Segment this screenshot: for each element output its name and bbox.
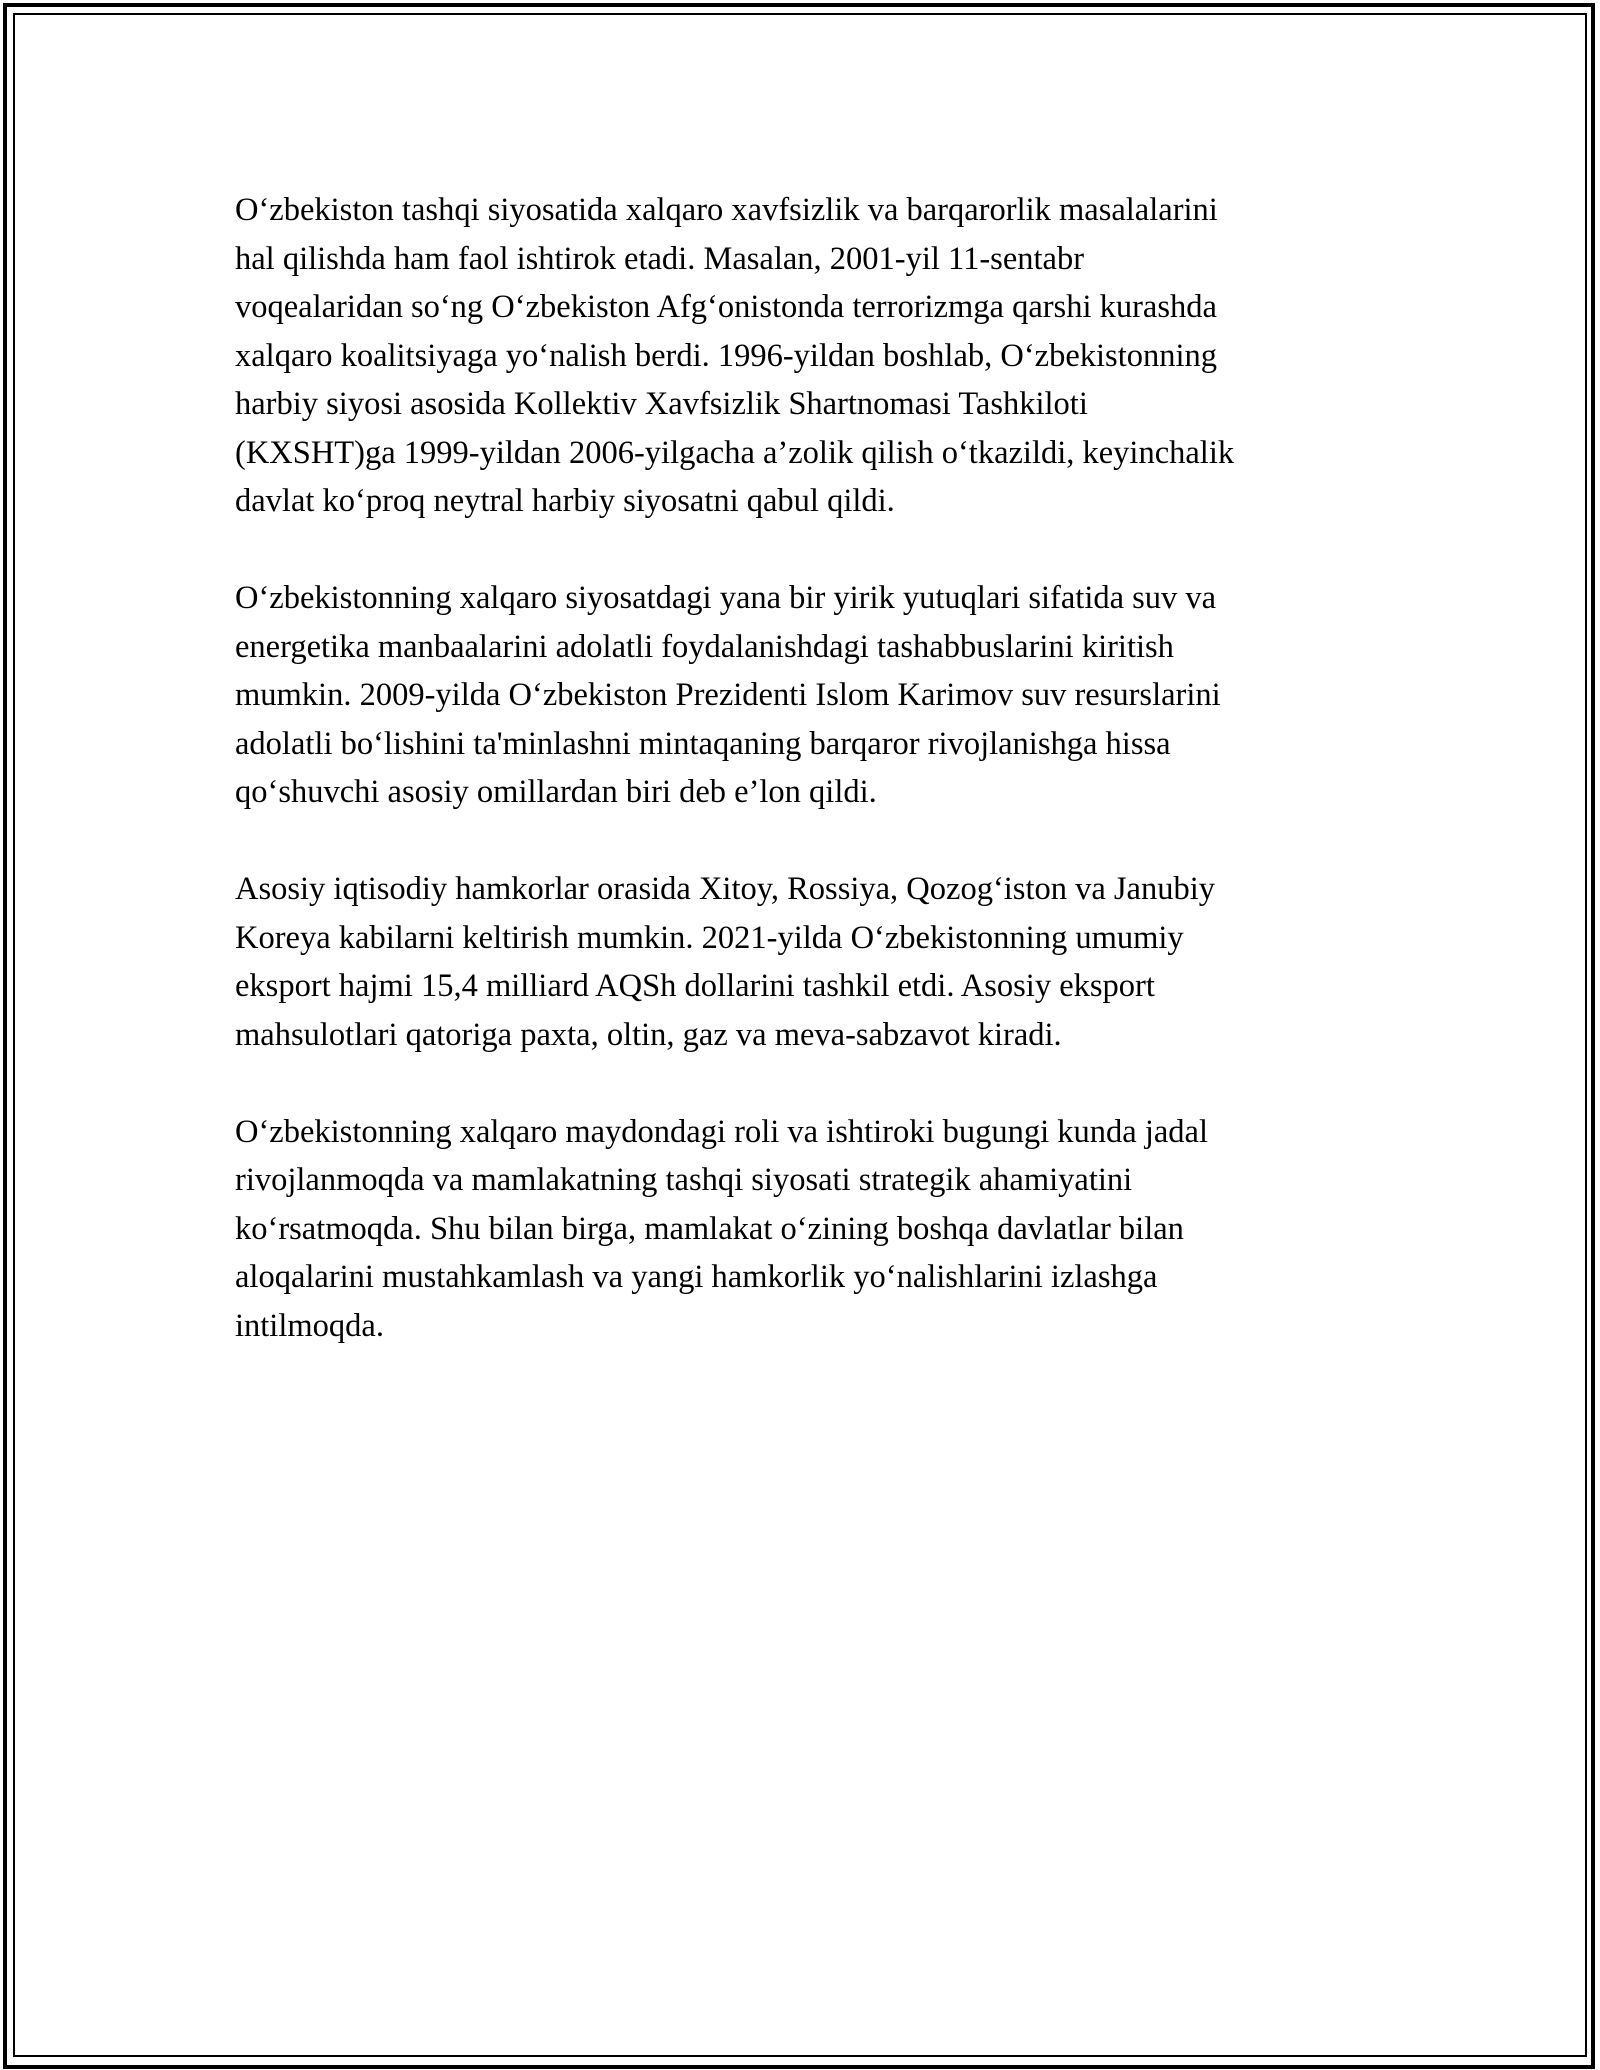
text-line: mumkin. 2009-yilda O‘zbekiston Prezidenti Islom Karimov suv resurslarini — [235, 677, 1221, 713]
text-line: harbiy siyosi asosida Kollektiv Xavfsizlik Shartnomasi Tashkiloti — [235, 386, 1088, 422]
text-line: aloqalarini mustahkamlash va yangi hamkorlik yo‘nalishlarini izlashga — [235, 1259, 1158, 1295]
document-body — [235, 186, 1385, 1399]
text-line: qo‘shuvchi asosiy omillardan biri deb e’lon qildi. — [235, 774, 877, 810]
text-line: adolatli bo‘lishini ta'minlashni mintaqaning barqaror rivojlanishga hissa — [235, 725, 1171, 762]
text-line: intilmoqda. — [235, 1307, 384, 1344]
text-line: energetika manbaalarini adolatli foydalanishdagi tashabbuslarini kiritish — [235, 628, 1174, 665]
text-line: Koreya kabilarni keltirish mumkin. 2021-yilda O‘zbekistonning umumiy — [235, 919, 1184, 956]
text-line: (KXSHT)ga 1999-yildan 2006-yilgacha a’zolik qilish o‘tkazildi, keyinchalik — [235, 434, 1235, 471]
text-line: O‘zbekistonning xalqaro maydondagi roli va ishtiroki bugungi kunda jadal — [235, 1113, 1209, 1150]
text-line: mahsulotlari qatoriga paxta, oltin, gaz va meva-sabzavot kiradi. — [235, 1016, 1062, 1053]
text-line: Asosiy iqtisodiy hamkorlar orasida Xitoy, Rossiya, Qozog‘iston va Janubiy — [235, 871, 1216, 907]
text-line: O‘zbekiston tashqi siyosatida xalqaro xavfsizlik va barqarorlik masalalarini — [235, 192, 1218, 228]
paragraph-international-role — [235, 1108, 1385, 1351]
text-line: O‘zbekistonning xalqaro siyosatdagi yana bir yirik yutuqlari sifatida suv va — [235, 580, 1217, 616]
text-line: voqealaridan so‘ng O‘zbekiston Afg‘onistonda terrorizmga qarshi kurashda — [235, 289, 1217, 325]
paragraph-security-policy — [235, 186, 1385, 526]
text-line: xalqaro koalitsiyaga yo‘nalish berdi. 1996-yildan boshlab, O‘zbekistonning — [235, 337, 1218, 374]
text-line: davlat ko‘proq neytral harbiy siyosatni qabul qildi. — [235, 483, 895, 519]
text-line: ko‘rsatmoqda. Shu bilan birga, mamlakat o‘zining boshqa davlatlar bilan — [235, 1210, 1184, 1247]
text-line: eksport hajmi 15,4 milliard AQSh dollarini tashkil etdi. Asosiy eksport — [235, 968, 1155, 1004]
text-line: rivojlanmoqda va mamlakatning tashqi siyosati strategik ahamiyatini — [235, 1162, 1133, 1198]
paragraph-economic-partners — [235, 865, 1385, 1059]
text-line: hal qilishda ham faol ishtirok etadi. Masalan, 2001-yil 11-sentabr — [235, 240, 1085, 277]
paragraph-water-energy — [235, 574, 1385, 817]
